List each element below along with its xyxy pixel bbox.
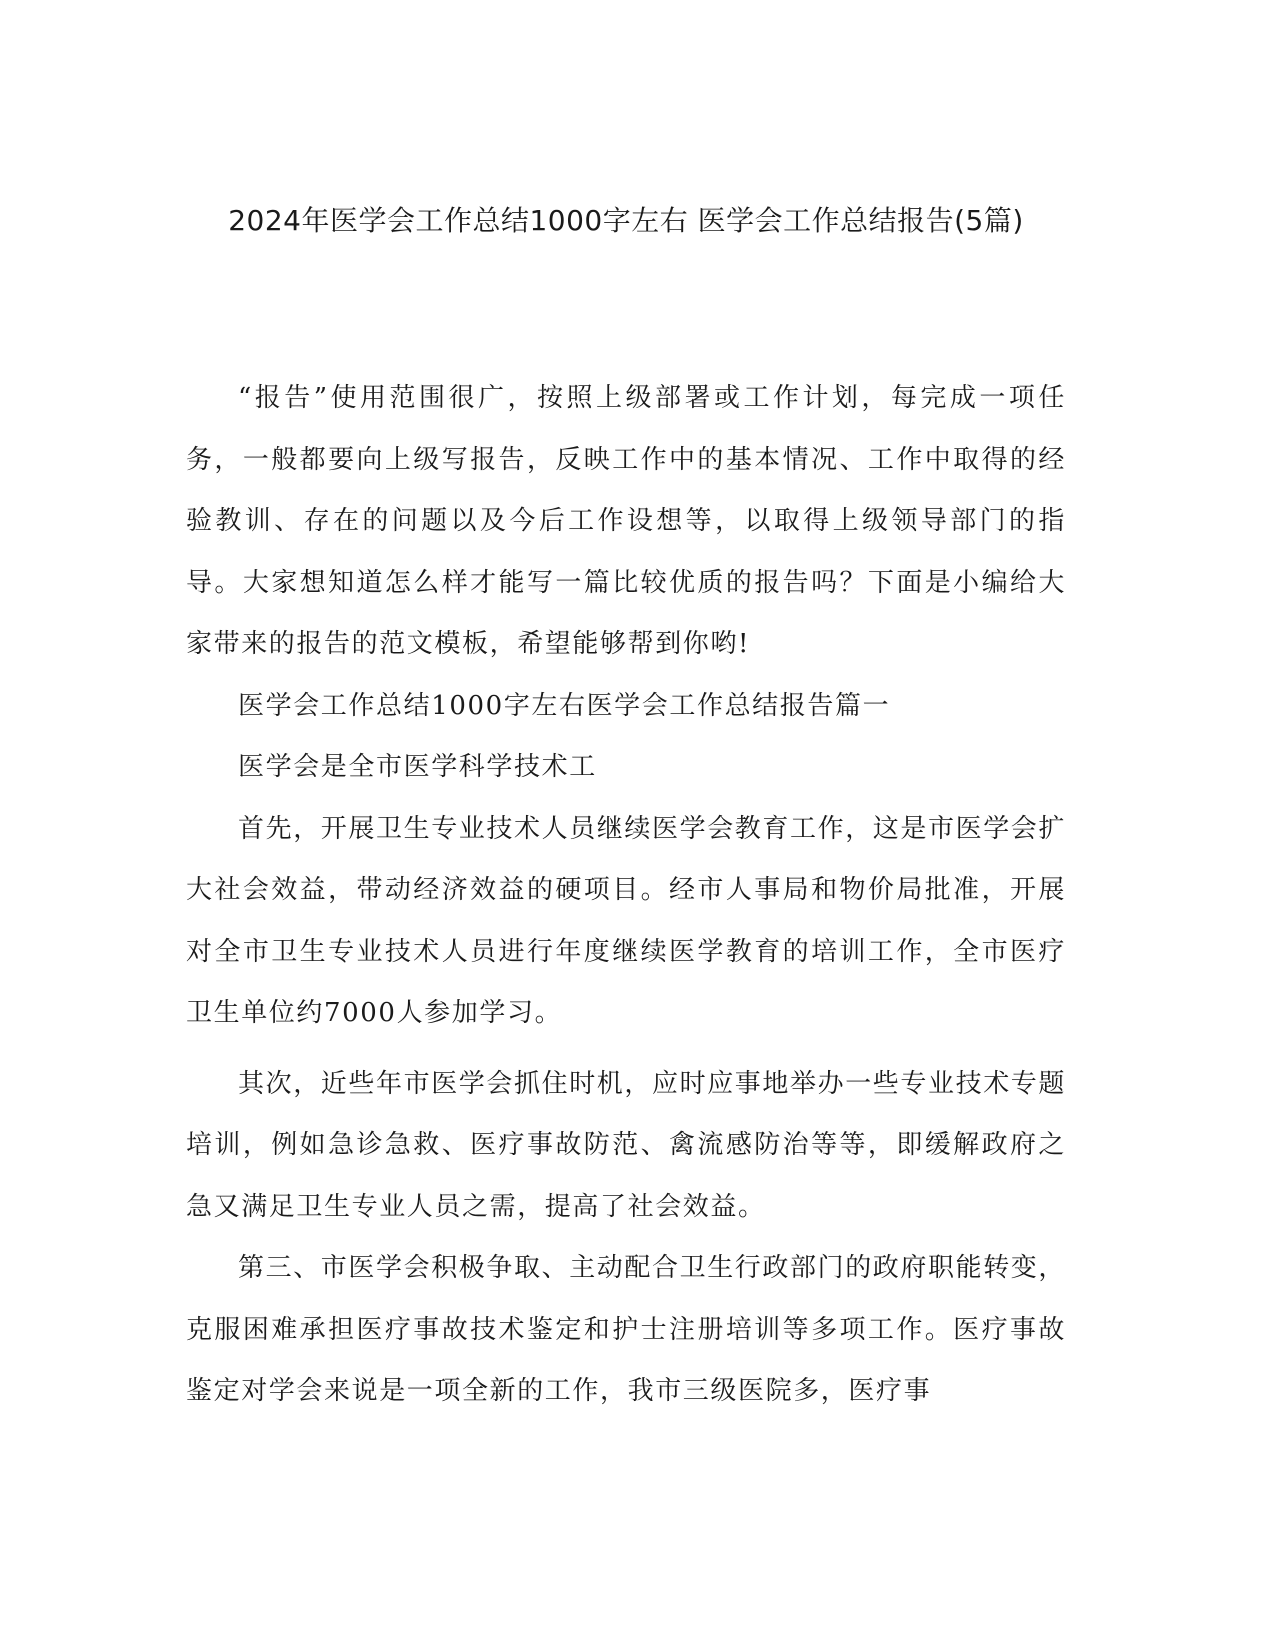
- body-paragraph-third: 第三、市医学会积极争取、主动配合卫生行政部门的政府职能转变，克服困难承担医疗事故技术鉴定和护士注册培训等多项工作。医疗事故鉴定对学会来说是一项全新的工作，我市三级医院多，医疗事: [186, 1253, 1067, 1406]
- document-body: [186, 368, 1066, 1423]
- document-title: 2024年医学会工作总结1000字左右 医学会工作总结报告(5篇): [228, 204, 1024, 237]
- body-paragraph-first: 首先，开展卫生专业技术人员继续医学会教育工作，这是市医学会扩大社会效益，带动经济效益的硬项目。经市人事局和物价局批准，开展对全市卫生专业技术人员进行年度继续医学教育的培训工作，全市医疗卫生单位约7000人参加学习。: [186, 813, 1067, 1028]
- intro-paragraph: “报告”使用范围很广，按照上级部署或工作计划，每完成一项任务，一般都要向上级写报告，反映工作中的基本情况、工作中取得的经验教训、存在的问题以及今后工作设想等，以取得上级领导部门的指导。大家想知道怎么样才能写一篇比较优质的报告吗？下面是小编给大家带来的报告的范文模板，希望能够帮到你哟!: [186, 383, 1066, 659]
- paragraph-spacer: [186, 1045, 1066, 1054]
- section-heading: 医学会工作总结1000字左右医学会工作总结报告篇一: [238, 690, 891, 721]
- body-paragraph-second: 其次，近些年市医学会抓住时机，应时应事地举办一些专业技术专题培训，例如急诊急救、医疗事故防范、禽流感防治等等，即缓解政府之急又满足卫生专业人员之需，提高了社会效益。: [186, 1068, 1067, 1222]
- section-lead: 医学会是全市医学科学技术工: [238, 752, 597, 782]
